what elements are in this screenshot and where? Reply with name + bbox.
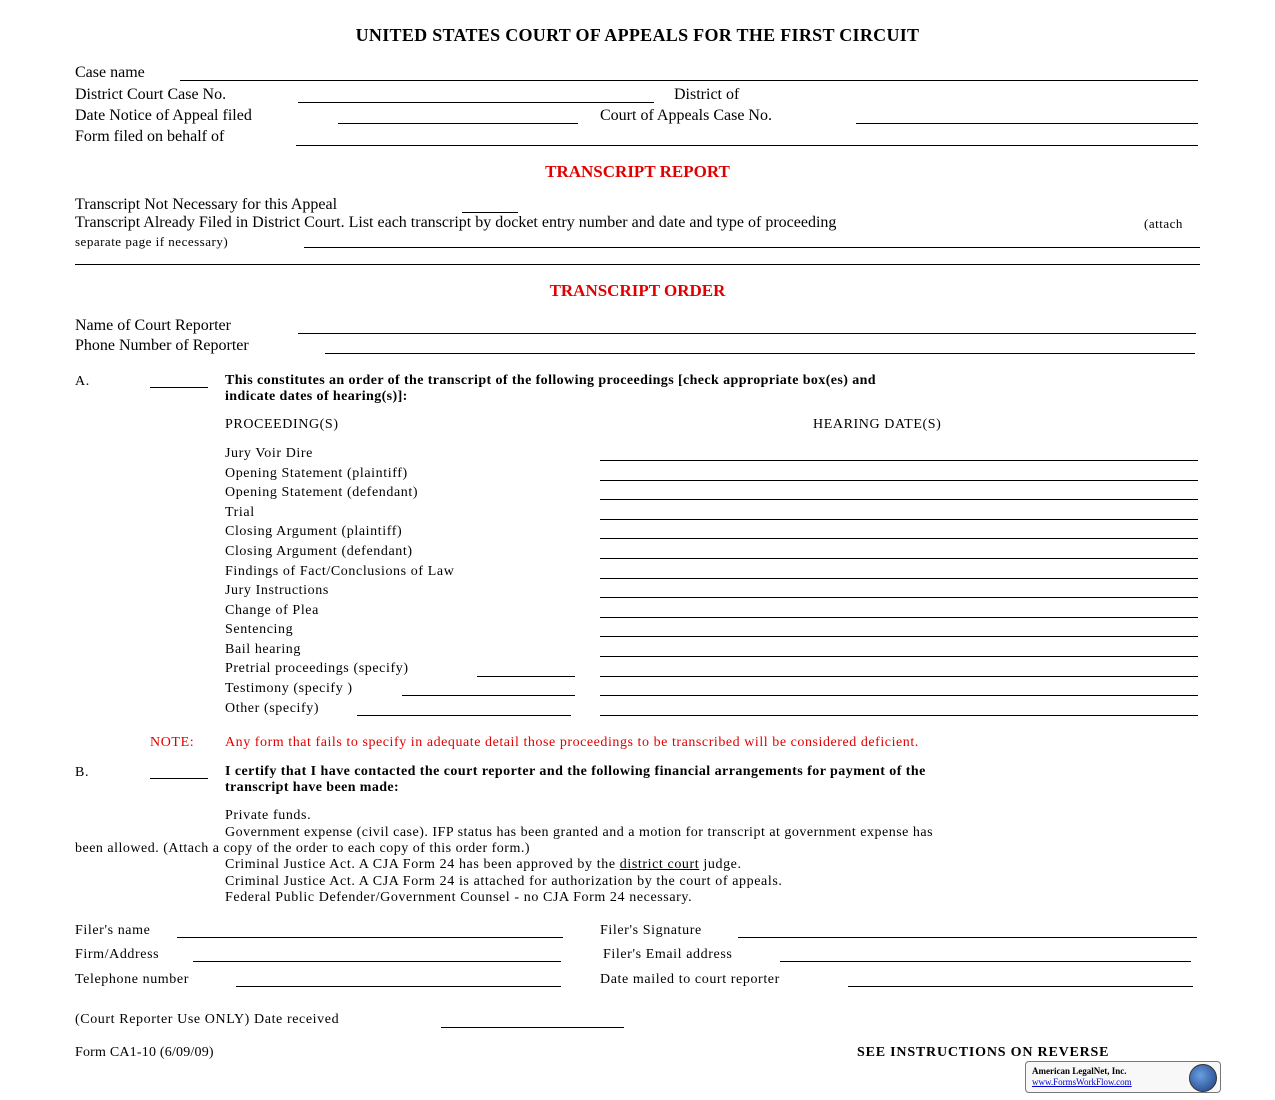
hearing-date-field[interactable] bbox=[600, 578, 1198, 579]
proceeding-item: Opening Statement (plaintiff) bbox=[225, 466, 408, 481]
proceeding-item: Pretrial proceedings (specify) bbox=[225, 661, 409, 676]
proceeding-item: Trial bbox=[225, 505, 255, 520]
cja-attached-option: Criminal Justice Act. A CJA Form 24 is attached for authorization by the court of appeals. bbox=[225, 874, 783, 889]
hearing-date-field[interactable] bbox=[600, 460, 1198, 461]
attach-note-2: separate page if necessary) bbox=[75, 234, 229, 249]
telephone-field[interactable] bbox=[236, 986, 561, 987]
district-case-no-field[interactable] bbox=[298, 102, 654, 103]
section-a-text-1: This constitutes an order of the transcript of the following proceedings [check appropriate box(es) and bbox=[225, 373, 876, 388]
reporter-phone-label: Phone Number of Reporter bbox=[75, 337, 249, 354]
logo-url[interactable]: www.FormsWorkFlow.com bbox=[1032, 1077, 1132, 1087]
hearing-date-field[interactable] bbox=[600, 636, 1198, 637]
telephone-label: Telephone number bbox=[75, 972, 189, 987]
reporter-phone-field[interactable] bbox=[325, 353, 1195, 354]
appeals-case-no-label: Court of Appeals Case No. bbox=[600, 107, 772, 124]
date-mailed-field[interactable] bbox=[848, 986, 1193, 987]
transcript-report-heading: TRANSCRIPT REPORT bbox=[545, 162, 730, 181]
gov-expense-option-cont: been allowed. (Attach a copy of the order to each copy of this order form.) bbox=[75, 841, 531, 856]
proceeding-item: Closing Argument (plaintiff) bbox=[225, 524, 403, 539]
proceeding-item: Change of Plea bbox=[225, 603, 319, 618]
note-label: NOTE: bbox=[150, 735, 195, 750]
hearing-date-field[interactable] bbox=[600, 597, 1198, 598]
reporter-name-field[interactable] bbox=[298, 333, 1196, 334]
date-notice-field[interactable] bbox=[338, 123, 578, 124]
form-filed-label: Form filed on behalf of bbox=[75, 128, 225, 145]
cja-approved-pre: Criminal Justice Act. A CJA Form 24 has been approved by the bbox=[225, 857, 620, 872]
filer-signature-label: Filer's Signature bbox=[600, 923, 702, 938]
fpd-option: Federal Public Defender/Government Counsel - no CJA Form 24 necessary. bbox=[225, 890, 693, 905]
proceeding-item: Closing Argument (defendant) bbox=[225, 544, 413, 559]
section-a-check[interactable] bbox=[150, 387, 208, 388]
date-mailed-label: Date mailed to court reporter bbox=[600, 972, 780, 987]
hearing-date-field[interactable] bbox=[600, 480, 1198, 481]
transcript-order-heading: TRANSCRIPT ORDER bbox=[549, 281, 726, 300]
globe-icon bbox=[1189, 1064, 1217, 1092]
filer-name-field[interactable] bbox=[177, 937, 563, 938]
hearing-date-field[interactable] bbox=[600, 499, 1198, 500]
hearing-date-field[interactable] bbox=[600, 715, 1198, 716]
section-b-letter: B. bbox=[75, 765, 90, 780]
proceeding-specify-field[interactable] bbox=[477, 676, 575, 677]
section-b-text-2: transcript have been made: bbox=[225, 780, 400, 795]
case-name-label: Case name bbox=[75, 64, 145, 81]
hearing-date-field[interactable] bbox=[600, 676, 1198, 677]
proceeding-item: Jury Instructions bbox=[225, 583, 329, 598]
col-dates-header: HEARING DATE(S) bbox=[813, 417, 942, 432]
not-necessary-label: Transcript Not Necessary for this Appeal bbox=[75, 196, 338, 213]
date-received-field[interactable] bbox=[441, 1027, 624, 1028]
hearing-date-field[interactable] bbox=[600, 519, 1198, 520]
case-name-field[interactable] bbox=[180, 80, 1198, 81]
private-funds-option: Private funds. bbox=[225, 808, 312, 823]
hearing-date-field[interactable] bbox=[600, 695, 1198, 696]
proceeding-item: Testimony (specify ) bbox=[225, 681, 353, 696]
district-of-label: District of bbox=[674, 86, 740, 103]
reporter-name-label: Name of Court Reporter bbox=[75, 317, 231, 334]
proceeding-specify-field[interactable] bbox=[357, 715, 571, 716]
proceeding-item: Other (specify) bbox=[225, 701, 320, 716]
section-a-letter: A. bbox=[75, 374, 90, 389]
appeals-case-no-field[interactable] bbox=[856, 123, 1198, 124]
already-filed-label: Transcript Already Filed in District Court. List each transcript by docket entry number and date and type of proceeding bbox=[75, 214, 837, 231]
cja-approved-post: judge. bbox=[699, 857, 742, 872]
proceeding-item: Opening Statement (defendant) bbox=[225, 485, 419, 500]
hearing-date-field[interactable] bbox=[600, 656, 1198, 657]
hearing-date-field[interactable] bbox=[600, 617, 1198, 618]
already-filed-field[interactable] bbox=[304, 247, 1200, 248]
filer-name-label: Filer's name bbox=[75, 923, 151, 938]
proceeding-item: Bail hearing bbox=[225, 642, 302, 657]
firm-address-label: Firm/Address bbox=[75, 947, 160, 962]
already-filed-field-2[interactable] bbox=[75, 264, 1200, 265]
cja-approved-option bbox=[225, 857, 742, 873]
see-instructions: SEE INSTRUCTIONS ON REVERSE bbox=[857, 1045, 1110, 1060]
hearing-date-field[interactable] bbox=[600, 538, 1198, 539]
hearing-date-field[interactable] bbox=[600, 558, 1198, 559]
firm-address-field[interactable] bbox=[193, 961, 561, 962]
filer-signature-field[interactable] bbox=[738, 937, 1197, 938]
page-title: UNITED STATES COURT OF APPEALS FOR THE FIRST CIRCUIT bbox=[355, 25, 920, 45]
proceeding-item: Sentencing bbox=[225, 622, 294, 637]
section-b-text-1: I certify that I have contacted the court reporter and the following financial arrangements for payment of the bbox=[225, 764, 926, 779]
date-notice-label: Date Notice of Appeal filed bbox=[75, 107, 252, 124]
legalnet-logo[interactable] bbox=[1025, 1061, 1221, 1093]
col-proceedings-header: PROCEEDING(S) bbox=[225, 417, 339, 432]
form-filed-field[interactable] bbox=[296, 145, 1198, 146]
filer-email-label: Filer's Email address bbox=[603, 947, 733, 962]
filer-email-field[interactable] bbox=[780, 961, 1191, 962]
attach-note-1: (attach bbox=[1144, 216, 1183, 231]
proceeding-specify-field[interactable] bbox=[402, 695, 575, 696]
proceeding-item: Findings of Fact/Conclusions of Law bbox=[225, 564, 455, 579]
court-use-label: (Court Reporter Use ONLY) Date received bbox=[75, 1012, 340, 1027]
logo-company-name: American LegalNet, Inc. bbox=[1032, 1066, 1127, 1076]
form-id: Form CA1-10 (6/09/09) bbox=[75, 1045, 214, 1060]
proceeding-item: Jury Voir Dire bbox=[225, 446, 313, 461]
district-case-no-label: District Court Case No. bbox=[75, 86, 227, 103]
not-necessary-field[interactable] bbox=[462, 212, 518, 213]
gov-expense-option: Government expense (civil case). IFP status has been granted and a motion for transcript at government expense has bbox=[225, 825, 934, 840]
section-b-check[interactable] bbox=[150, 778, 208, 779]
district-court-link: district court bbox=[619, 857, 700, 872]
note-text: Any form that fails to specify in adequate detail those proceedings to be transcribed will be considered deficient. bbox=[225, 735, 919, 750]
section-a-text-2: indicate dates of hearing(s)]: bbox=[225, 389, 408, 404]
